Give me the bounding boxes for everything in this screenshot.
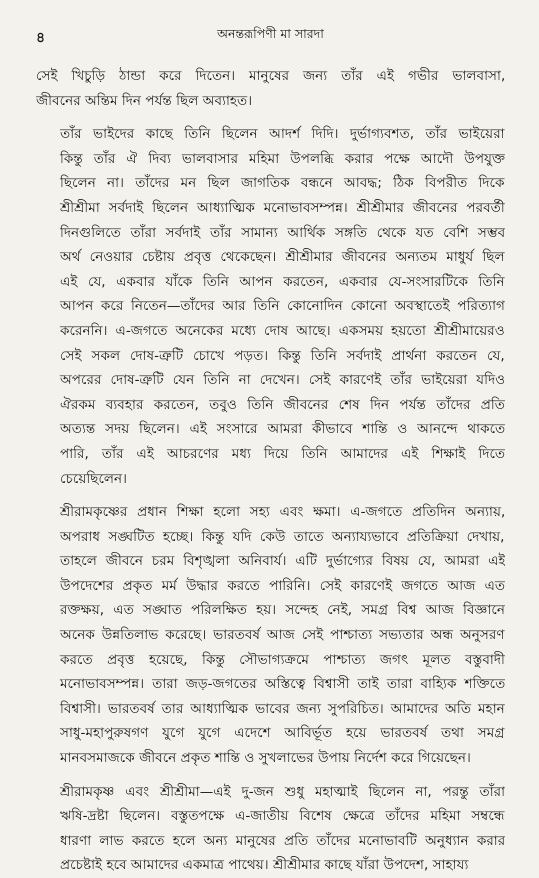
text-line: শ্রীশ্রীমা সর্বদাই ছিলেন আধ্যাত্মিক মনোভাবসম্পন্ন। শ্রীশ্রীমার জীবনের পরবর্তী (60, 199, 505, 216)
text-line: প্রচেষ্টাই হবে আমাদের একমাত্র পাথেয়। শ্রীশ্রীমার কাছে যাঁরা উপদেশ, সাহায্য (60, 857, 469, 874)
text-line: তাহলে জীবনে চরম বিশৃঙ্খলা অনিবার্য। এটি দুর্ভাগ্যের বিষয় যে, আমরা এই (60, 553, 505, 570)
text-line: সাধু-মহাপুরুষগণ যুগে যুগে এদেশে আবির্ভূত হয়ে ভারতবর্ষ তথা সমগ্র (60, 725, 505, 742)
text-line: সেই সকল দোষ-ত্রুটি চোখে পড়ত। কিন্তু তিনি সর্বদাই প্রার্থনা করতেন যে, (60, 347, 505, 364)
text-line: অর্থ নেওয়ার চেষ্টায় প্রবৃত্ত থেকেছেন। শ্রীশ্রীমার জীবনের অন্যতম মাধুর্য ছিল (60, 249, 505, 266)
text-line: অপরের দোষ-ত্রুটি যেন তিনি না দেখেন। সেই কারণেই তাঁর ভাইয়েরা যদিও (60, 372, 505, 389)
text-line: উপদেশের প্রকৃত মর্ম উদ্ধার করতে পারিনি। সেই কারণেই জগতে আজ এত (60, 577, 505, 594)
text-line: আপন করে নিতেন—তাঁদের আর তিনি কোনোদিন কোনো অবস্থাতেই পরিত্যাগ (60, 298, 505, 315)
text-line: ঋষি-দ্রষ্টা ছিলেন। বস্তুতপক্ষে এ-জাতীয় বিশেষ ক্ষেত্রে তাঁদের মহিমা সম্বন্ধে (60, 808, 505, 825)
text-line: সেই খিচুড়ি ঠান্ডা করে দিতেন। মানুষের জন্য তাঁর এই গভীর ভালবাসা, (36, 68, 505, 84)
text-line: পারি, তাঁর এই আচরণের মধ্য দিয়ে তিনি আমাদের এই শিক্ষাই দিতে (60, 445, 505, 462)
text-line: তাঁর ভাইদের কাছে তিনি ছিলেন আদর্শ দিদি। দুর্ভাগ্যবশত, তাঁর ভাইয়েরা (60, 126, 505, 143)
paragraph (36, 122, 505, 491)
text-line: ধারণা লাভ করতে হলে অন্য মানুষের প্রতি তাঁদের মনোভাবটি অনুধ্যান করার (60, 832, 505, 849)
text-line: শ্রীরামকৃষ্ণের প্রধান শিক্ষা হলো সহ্য এবং ক্ষমা। এ-জগতে প্রতিদিন অন্যায়, (60, 504, 505, 521)
page-header (36, 26, 505, 48)
text-line: চেয়েছিলেন। (60, 470, 128, 487)
text-line: এই যে, একবার যাঁকে তিনি আপন করতেন, একবার যে-সংসারটিকে তিনি (60, 273, 505, 290)
running-title: অনন্তরূপিণী মা সারদা (217, 26, 324, 41)
page-number: ৪ (36, 30, 46, 46)
text-line: শ্রীরামকৃষ্ণ এবং শ্রীশ্রীমা—এই দু-জন শুধু মহাত্মাই ছিলেন না, পরন্তু তাঁরা (60, 783, 505, 800)
paragraph (36, 500, 505, 771)
page-body (36, 64, 505, 878)
text-line: ঐরকম ব্যবহার করতেন, তবুও তিনি জীবনের শেষ দিন পর্যন্ত তাঁদের প্রতি (60, 396, 505, 413)
text-line: অত্যন্ত সদয় ছিলেন। এই সংসারে আমরা কীভাবে শান্তি ও আনন্দে থাকতে (60, 421, 505, 438)
text-line: মনোভাবসম্পন্ন। তারা জড়-জগতের অস্তিত্বে বিশ্বাসী তাই তারা বাহ্যিক শক্তিতে (60, 676, 505, 693)
text-line: অপরাধ সঙ্ঘটিত হচ্ছে। কিন্তু যদি কেউ তাতে অন্যায্যভাবে প্রতিক্রিয়া দেখায়, (60, 528, 505, 545)
text-line: দিনগুলিতে তাঁরা সর্বদাই তাঁর সামান্য আর্থিক সঙ্গতি থেকে যত বেশি সম্ভব (60, 224, 505, 241)
text-line: জীবনের অন্তিম দিন পর্যন্ত ছিল অব্যাহত। (36, 92, 253, 109)
text-line: রক্তক্ষয়, এত সঙ্ঘাত পরিলক্ষিত হয়। সন্দেহ নেই, সমগ্র বিশ্ব আজ বিজ্ঞানে (60, 602, 505, 619)
text-line: মানবসমাজকে জীবনে প্রকৃত শান্তি ও সুখলাভের উপায় নির্দেশ করে গিয়েছেন। (60, 750, 471, 767)
text-line: কিন্তু তাঁর ঐ দিব্য ভালবাসার মহিমা উপলব্ধি করার পক্ষে আদৌ উপযুক্ত (60, 150, 505, 167)
text-line: করতে প্রবৃত্ত হয়েছে, কিন্তু সৌভাগ্যক্রমে পাশ্চাত্য জগৎ মূলত বস্তুবাদী (60, 651, 505, 668)
paragraph (36, 64, 505, 113)
text-line: ছিলেন না। তাঁদের মন ছিল জাগতিক বন্ধনে আবদ্ধ; ঠিক বিপরীত দিকে (60, 175, 505, 192)
paragraph (36, 780, 505, 878)
text-line: বিশ্বাসী। ভারতবর্ষ তার আধ্যাত্মিক ভাবের জন্য সুপরিচিত। আমাদের অতি মহান (60, 700, 505, 717)
text-line: করেননি। এ-জগতে অনেকের মধ্যে দোষ আছে। একসময় হয়তো শ্রীশ্রীমায়েরও (60, 322, 505, 339)
text-line: অনেক উন্নতিলাভ করেছে। ভারতবর্ষ আজ সেই পাশ্চাত্য সভ্যতার অন্ধ অনুসরণ (60, 627, 505, 644)
